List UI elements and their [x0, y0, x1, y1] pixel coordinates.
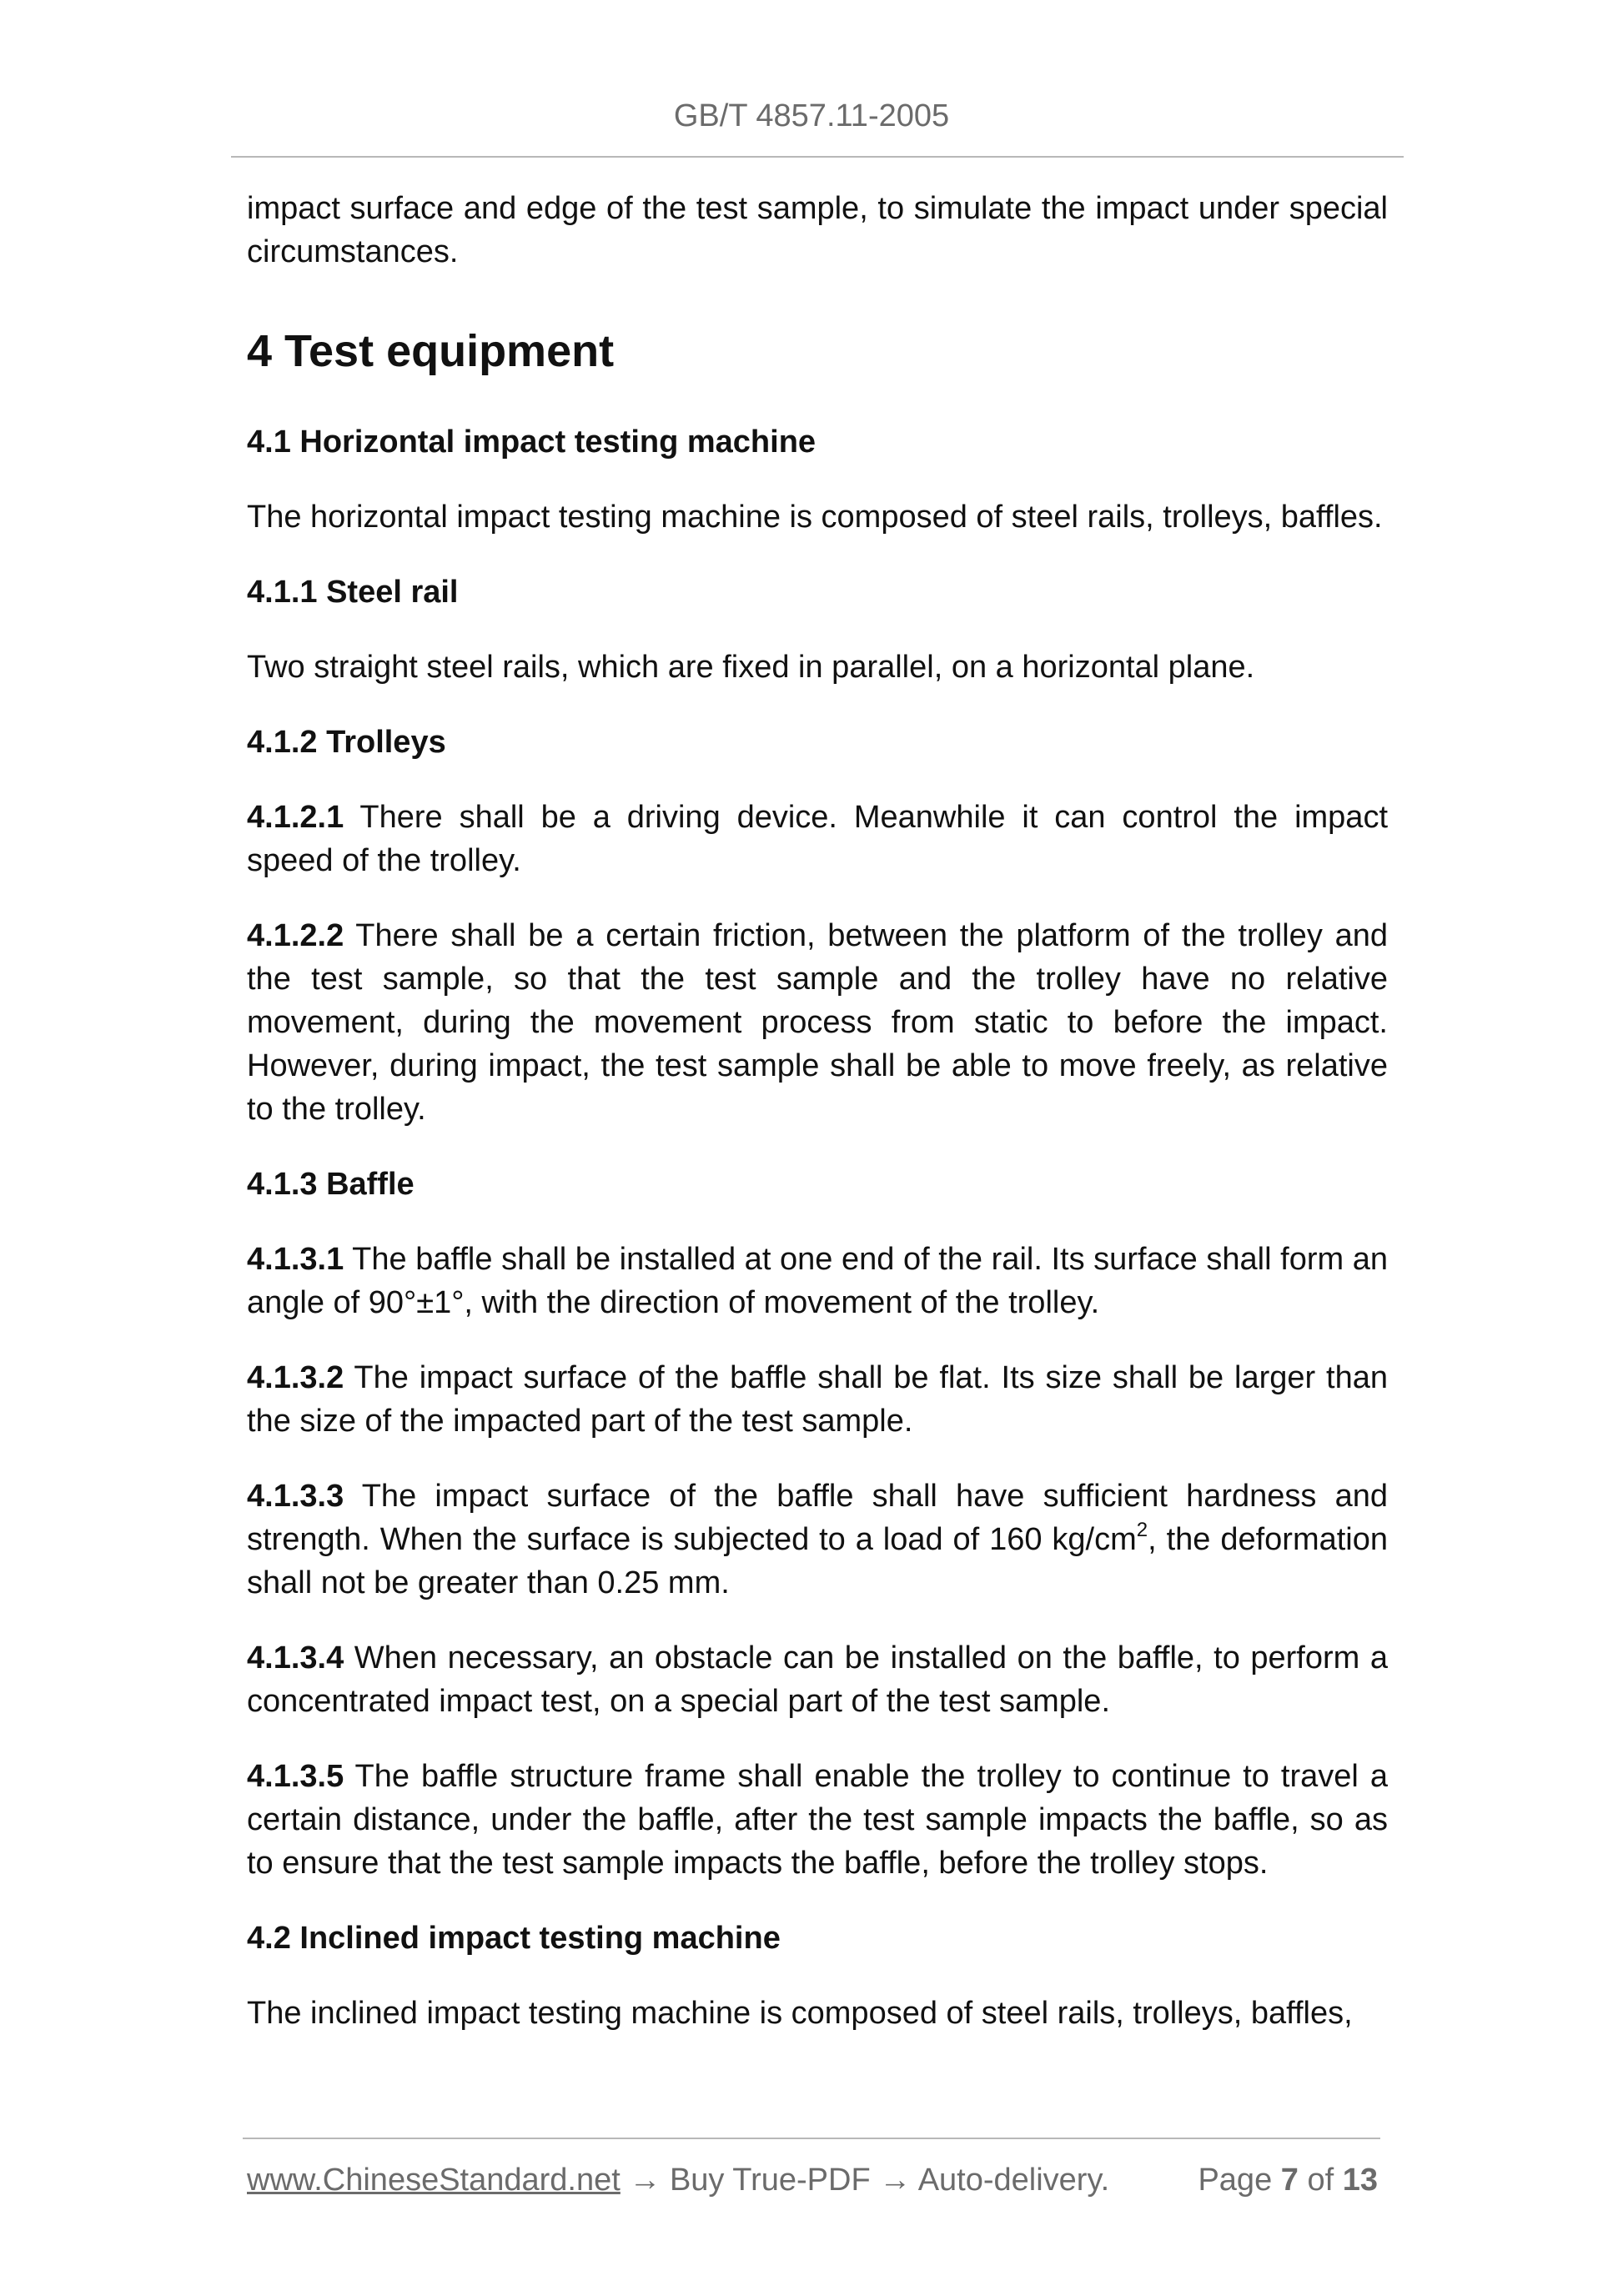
section-4-1-heading: 4.1 Horizontal impact testing machine: [247, 425, 817, 460]
clause-text: The baffle shall be installed at one end of the rail. Its surface shall form an angle of 90°±1°, with the direction of movement of the trolley.: [247, 1242, 1388, 1320]
clause-4-1-3-5: [247, 1755, 1388, 1885]
footer-tagline: → Buy True-PDF → Auto-delivery.: [620, 2163, 1110, 2198]
clause-4-1-2-1: [247, 796, 1388, 882]
section-4-2-body: The inclined impact testing machine is composed of steel rails, trolleys, baffles,: [247, 1996, 1353, 2031]
current-page-number: 7: [1280, 2163, 1299, 2198]
website-link[interactable]: www.ChineseStandard.net: [247, 2163, 621, 2198]
clause-number: 4.1.2.1: [247, 800, 344, 835]
section-4-1-1-body: Two straight steel rails, which are fixed in parallel, on a horizontal plane.: [247, 650, 1255, 685]
clause-text: There shall be a driving device. Meanwhile it can control the impact speed of the trolley.: [247, 800, 1388, 878]
intro-paragraph: impact surface and edge of the test sample, to simulate the impact under special circumstances.: [247, 191, 1388, 269]
clause-4-1-2-2: [247, 914, 1388, 1131]
clause-number: 4.1.3.4: [247, 1640, 344, 1676]
page-indicator: [1198, 2158, 1378, 2202]
footer-divider: [243, 2138, 1380, 2139]
section-4-2-heading: 4.2 Inclined impact testing machine: [247, 1921, 781, 1956]
section-4-1-3-heading: 4.1.3 Baffle: [247, 1167, 415, 1202]
clause-text: There shall be a certain friction, between the platform of the trolley and the test sample, so that the test sample and the trolley have no relative movement, during the movement process from static to before the impact. However, during impact, the test sample shall be able to move freely, as relative to the trolley.: [247, 918, 1388, 1127]
clause-text: The impact surface of the baffle shall be flat. Its size shall be larger than the size of the impacted part of the test sample.: [247, 1360, 1388, 1439]
clause-text: The baffle structure frame shall enable the trolley to continue to travel a certain distance, under the baffle, after the test sample impacts the baffle, so as to ensure that the test sample impacts the baffle, before the trolley stops.: [247, 1759, 1388, 1881]
superscript-2: 2: [1136, 1519, 1148, 1542]
clause-text: The impact surface of the baffle shall have sufficient hardness and strength. When the surface is subjected to a load of 160 kg/cm: [247, 1479, 1388, 1557]
clause-text-continued: , the deformation shall not be greater than 0.25 mm.: [247, 1522, 1389, 1600]
clause-number: 4.1.3.2: [247, 1360, 344, 1395]
footer-promo: [247, 2158, 1109, 2202]
page-label: Page: [1198, 2163, 1281, 2198]
clause-4-1-3-4: [247, 1636, 1388, 1723]
page-header-title: GB/T 4857.11-2005: [673, 98, 950, 133]
section-4-1-1-heading: 4.1.1 Steel rail: [247, 575, 459, 610]
clause-4-1-3-1: [247, 1238, 1388, 1324]
total-pages-number: 13: [1342, 2163, 1378, 2198]
document-body: [247, 187, 1388, 2067]
section-4-heading: 4 Test equipment: [247, 326, 615, 376]
header-divider: [231, 156, 1404, 158]
clause-number: 4.1.2.2: [247, 918, 344, 953]
clause-4-1-3-2: [247, 1356, 1388, 1443]
section-4-1-body: The horizontal impact testing machine is composed of steel rails, trolleys, baffles.: [247, 500, 1383, 535]
clause-text: When necessary, an obstacle can be installed on the baffle, to perform a concentrated impact test, on a special part of the test sample.: [247, 1640, 1388, 1719]
section-4-1-2-heading: 4.1.2 Trolleys: [247, 725, 446, 760]
clause-4-1-3-3: [247, 1475, 1388, 1605]
clause-number: 4.1.3.5: [247, 1759, 344, 1794]
clause-number: 4.1.3.3: [247, 1479, 344, 1514]
clause-number: 4.1.3.1: [247, 1242, 344, 1277]
of-label: of: [1298, 2163, 1343, 2198]
